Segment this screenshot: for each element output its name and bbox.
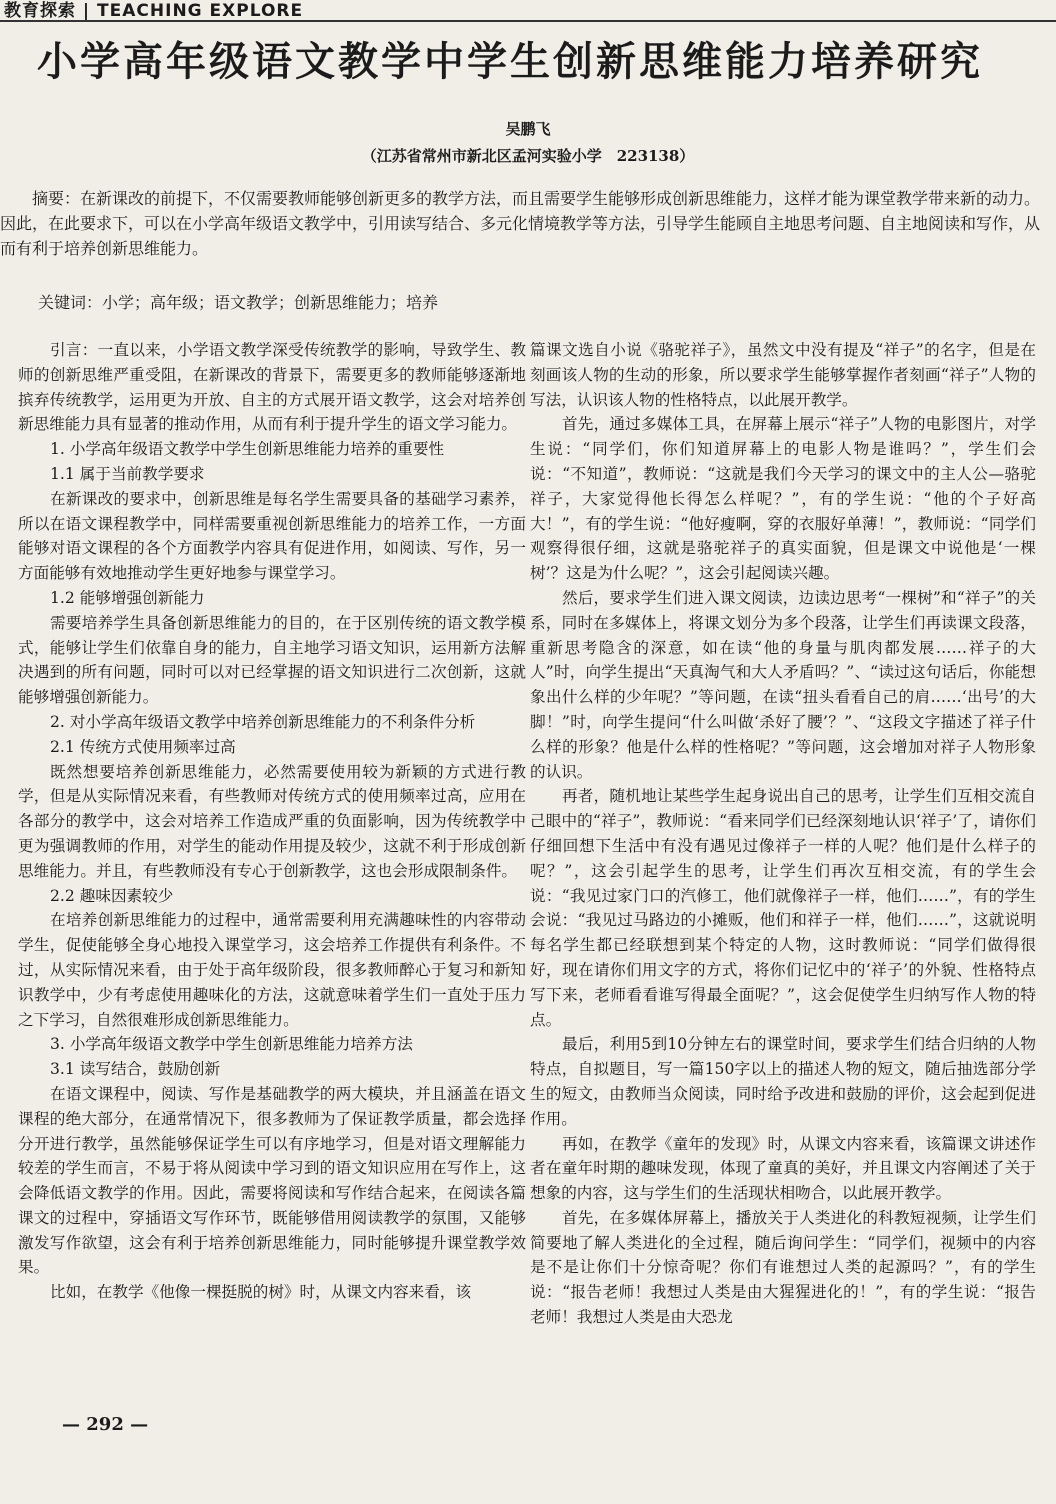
paragraph: 首先，通过多媒体工具，在屏幕上展示“祥子”人物的电影图片，对学生说：“同学们，你们知道屏幕上的电影人物是谁吗？”，学生们会说：“不知道”，教师说：“这就是我们今天学习的课文中的主人公—骆驼祥子，大家觉得他长得怎么样呢？”，有的学生说：“他的个子好高大！”，有的学生说：“他好瘦啊，穿的衣服好单薄！”，教师说：“同学们观察得很仔细，这就是骆驼祥子的真实面貌，但是课文中说他是‘一棵树’？这是为什么呢？”，这会引起阅读兴趣。 bbox=[530, 415, 1036, 583]
subsection-heading: 3.1 读写结合，鼓励创新 bbox=[50, 1060, 221, 1079]
left-column bbox=[18, 338, 526, 1305]
subsection-heading: 2.2 趣味因素较少 bbox=[50, 886, 174, 905]
journal-header bbox=[0, 0, 1056, 22]
paragraph: 既然想要培养创新思维能力，必然需要使用较为新颖的方式进行教学，但是从实际情况来看，有些教师对传统方式的使用频率过高，应用在各部分的教学中，这会对培养工作造成严重的负面影响，因为传统教学中更为强调教师的作用，对学生的能动作用提及较少，这就不利于形成创新思维能力。并且，有些教师没有专心于创新教学，这也会形成限制条件。 bbox=[18, 762, 526, 880]
paragraph: 篇课文选自小说《骆驼祥子》，虽然文中没有提及“祥子”的名字，但是在刻画该人物的生动的形象，所以要求学生能够掌握作者刻画“祥子”人物的写法，认识该人物的性格特点，以此展开教学。 bbox=[530, 341, 1036, 409]
paragraph: 再者，随机地让某些学生起身说出自己的思考，让学生们互相交流自己眼中的“祥子”，教师说：“看来同学们已经深刻地认识‘祥子’了，请你们仔细回想下生活中有没有遇见过像祥子一样的人呢？他们是什么样子的呢？”，这会引起学生的思考，让学生们再次互相交流，有的学生会说：“我见过家门口的汽修工，他们就像祥子一样，他们……”，有的学生会说：“我见过马路边的小摊贩，他们和祥子一样，他们……”，这就说明每名学生都已经联想到某个特定的人物，这时教师说：“同学们做得很好，现在请你们用文字的方式，将你们记忆中的‘祥子’的外貌、性格特点写下来，老师看看谁写得最全面呢？”，这会促使学生归纳写作人物的特点。 bbox=[530, 787, 1036, 1029]
paragraph: 在语文课程中，阅读、写作是基础教学的两大模块，并且涵盖在语文课程的绝大部分，在通常情况下，很多教师为了保证教学质量，都会选择分开进行教学，虽然能够保证学生可以有序地学习，但是对语文理解能力较差的学生而言，不易于将从阅读中学习到的语文知识应用在写作上，这会降低语文教学的作用。因此，需要将阅读和写作结合起来，在阅读各篇课文的过程中，穿插语文写作环节，既能够借用阅读教学的氛围，又能够激发写作欲望，这会有利于培养创新思维能力，同时能够提升课堂教学效果。 bbox=[18, 1084, 526, 1277]
journal-header-text: 教育探索 | TEACHING EXPLORE bbox=[4, 1, 304, 21]
subsection-heading: 1.2 能够增强创新能力 bbox=[50, 588, 205, 607]
page-number: — 292 — bbox=[62, 1414, 149, 1435]
section-heading: 3. 小学高年级语文教学中学生创新思维能力培养方法 bbox=[50, 1035, 413, 1054]
author-affiliation: （江苏省常州市新北区孟河实验小学 223138） bbox=[361, 147, 695, 165]
paragraph: 首先，在多媒体屏幕上，播放关于人类进化的科教短视频，让学生们简要地了解人类进化的全过程，随后询问学生：“同学们，视频中的内容是不是让你们十分惊奇呢？你们有谁想过人类的起源吗？”，有的学生说：“报告老师！我想过人类是由大猩猩进化的！”，有的学生说：“报告老师！我想过人类是由大恐龙 bbox=[530, 1208, 1036, 1327]
section-heading: 1. 小学高年级语文教学中学生创新思维能力培养的重要性 bbox=[50, 440, 445, 459]
keywords: 关键词：小学；高年级；语文教学；创新思维能力；培养 bbox=[38, 293, 439, 312]
paragraph: 引言：一直以来，小学语文教学深受传统教学的影响，导致学生、教师的创新思维严重受阻，在新课改的背景下，需要更多的教师能够逐渐地摈弃传统教学，运用更为开放、自主的方式展开语文教学，这会对培养创新思维能力具有显著的推动作用，从而有利于提升学生的语文学习能力。 bbox=[18, 341, 526, 434]
subsection-heading: 1.1 属于当前教学要求 bbox=[50, 464, 205, 483]
paragraph: 然后，要求学生们进入课文阅读，边读边思考“一棵树”和“祥子”的关系，同时在多媒体上，将课文划分为多个段落，让学生们再读课文段落，重新思考隐含的深意，如在读“他的身量与肌肉都发展……祥子的大人”时，向学生提出“天真淘气和大人矛盾吗？”、“读过这句话后，你能想象出什么样的少年呢？”等问题，在读“扭头看看自己的肩……‘出号’的大脚！”时，向学生提问“什么叫做‘杀好了腰’？”、“这段文字描述了祥子什么样的形象？他是什么样的性格呢？”等问题，这会增加对祥子人物形象的认识。 bbox=[530, 588, 1036, 781]
paragraph: 最后，利用5到10分钟左右的课堂时间，要求学生们结合归纳的人物特点，自拟题目，写一篇150字以上的描述人物的短文，随后抽选部分学生的短文，由教师当众阅读，同时给予改进和鼓励的评价，这会起到促进作用。 bbox=[530, 1035, 1036, 1128]
paragraph: 再如，在教学《童年的发现》时，从课文内容来看，该篇课文讲述作者在童年时期的趣味发现，体现了童真的美好，并且课文内容阐述了关于想象的内容，这与学生们的生活现状相吻合，以此展开教学。 bbox=[530, 1134, 1036, 1203]
subsection-heading: 2.1 传统方式使用频率过高 bbox=[50, 737, 236, 756]
paragraph: 需要培养学生具备创新思维能力的目的，在于区别传统的语文教学模式，能够让学生们依靠自身的能力，自主地学习语文知识，运用新方法解决遇到的所有问题，同时可以对已经掌握的语文知识进行二次创新，这就能够增强创新能力。 bbox=[18, 613, 526, 707]
author-name: 吴鹏飞 bbox=[505, 120, 551, 138]
article-title: 小学高年级语文教学中学生创新思维能力培养研究 bbox=[37, 39, 983, 85]
paragraph: 在新课改的要求中，创新思维是每名学生需要具备的基础学习素养，所以在语文课程教学中，同样需要重视创新思维能力的培养工作，一方面能够对语文课程的各个方面教学内容具有促进作用，如阅读、写作，另一方面能够有效地推动学生更好地参与课堂学习。 bbox=[18, 489, 526, 583]
paragraph: 比如，在教学《他像一棵挺脱的树》时，从课文内容来看，该 bbox=[50, 1283, 472, 1302]
paragraph: 在培养创新思维能力的过程中，通常需要利用充满趣味性的内容带动学生，促使能够全身心地投入课堂学习，这会培养工作提供有利条件。不过，从实际情况来看，由于处于高年级阶段，很多教师醉心于复习和新知识教学中，少有考虑使用趣味化的方法，这就意味着学生们一直处于压力之下学习，自然很难形成创新思维能力。 bbox=[18, 911, 526, 1029]
abstract: 摘要：在新课改的前提下，不仅需要教师能够创新更多的教学方法，而且需要学生能够形成创新思维能力，这样才能为课堂教学带来新的动力。因此，在此要求下，可以在小学高年级语文教学中，引用读写结合、多元化情境教学等方法，引导学生能顾自主地思考问题、自主地阅读和写作，从而有利于培养创新思维能力。 bbox=[0, 189, 1041, 258]
section-heading: 2. 对小学高年级语文教学中培养创新思维能力的不利条件分析 bbox=[50, 712, 476, 731]
right-column bbox=[530, 338, 1036, 1330]
